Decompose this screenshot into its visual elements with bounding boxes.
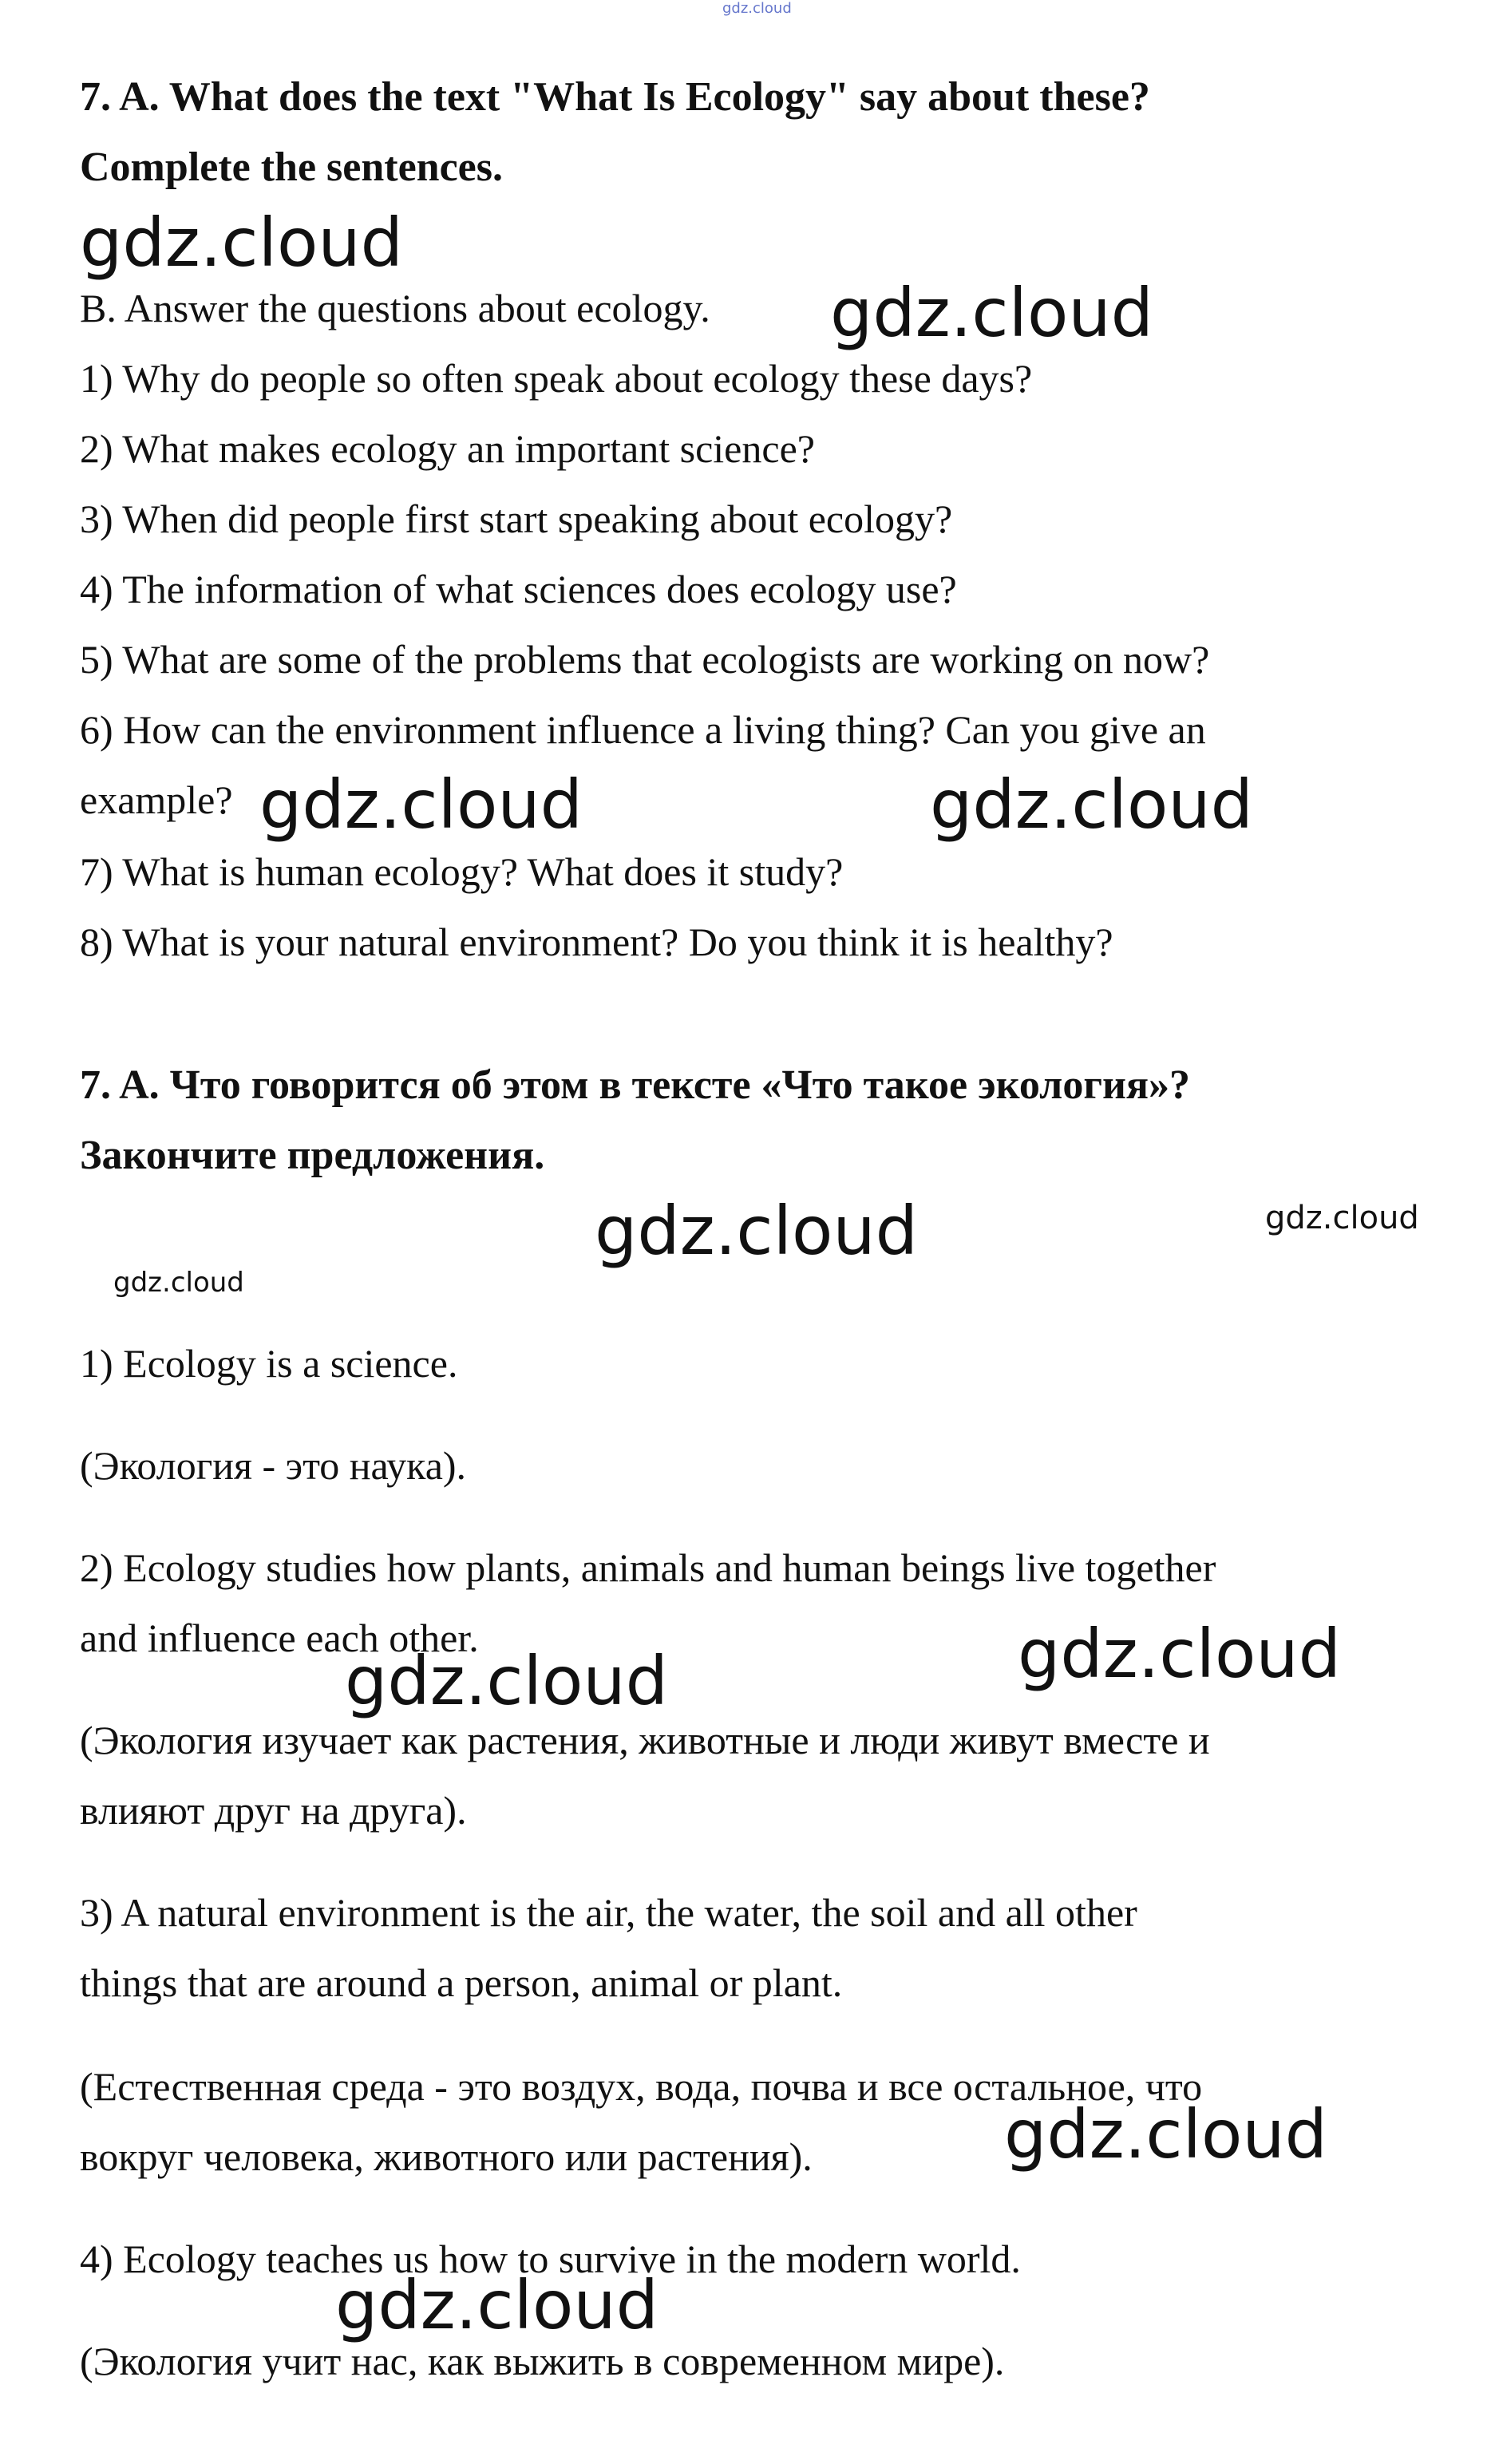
watermark: gdz.cloud [830, 274, 1153, 352]
question-2: 2) What makes ecology an important science? [80, 426, 815, 471]
answer-3-ru-line2: вокруг человека, животного или растения). [80, 2134, 813, 2179]
answer-4-ru: (Экология учит нас, как выжить в современном мире). [80, 2339, 1005, 2383]
watermark: gdz.cloud [113, 1267, 244, 1299]
watermark: gdz.cloud [1265, 1200, 1419, 1236]
watermark: gdz.cloud [930, 765, 1253, 844]
answer-1-en: 1) Ecology is a science. [80, 1341, 458, 1386]
heading-ru-line1: 7. A. Что говорится об этом в тексте «Что такое экология»? [80, 1062, 1191, 1108]
heading-ru-line2: Закончите предложения. [80, 1133, 545, 1178]
question-3: 3) When did people first start speaking about ecology? [80, 496, 953, 541]
question-6-line2: example? [80, 777, 233, 822]
part-b-instruction: B. Answer the questions about ecology. [80, 286, 710, 330]
question-7: 7) What is human ecology? What does it study? [80, 849, 844, 894]
heading-en-line1: 7. A. What does the text "What Is Ecology" say about these? [80, 74, 1150, 120]
answer-3-ru-line1: (Естественная среда - это воздух, вода, почва и все остальное, что [80, 2064, 1203, 2109]
heading-en-line2: Complete the sentences. [80, 144, 503, 190]
answer-2-en-line2: and influence each other. [80, 1616, 479, 1660]
answer-1-ru: (Экология - это наука). [80, 1443, 467, 1488]
watermark: gdz.cloud [595, 1192, 918, 1270]
question-1: 1) Why do people so often speak about ecology these days? [80, 356, 1033, 401]
watermark: gdz.cloud [80, 204, 403, 282]
watermark: gdz.cloud [1004, 2095, 1327, 2173]
question-6-line1: 6) How can the environment influence a living thing? Can you give an [80, 707, 1206, 752]
question-8: 8) What is your natural environment? Do you think it is healthy? [80, 920, 1113, 964]
top-watermark: gdz.cloud [722, 0, 792, 17]
watermark: gdz.cloud [345, 1642, 668, 1720]
answer-2-ru-line2: влияют друг на друга). [80, 1788, 467, 1833]
answer-3-en-line1: 3) A natural environment is the air, the water, the soil and all other [80, 1890, 1137, 1935]
answer-2-ru-line1: (Экология изучает как растения, животные и люди живут вместе и [80, 1718, 1210, 1762]
watermark: gdz.cloud [335, 2266, 658, 2344]
answer-4-en: 4) Ecology teaches us how to survive in the modern world. [80, 2237, 1021, 2281]
question-5: 5) What are some of the problems that ecologists are working on now? [80, 637, 1210, 682]
answer-3-en-line2: things that are around a person, animal or plant. [80, 1960, 843, 2005]
question-4: 4) The information of what sciences does ecology use? [80, 567, 957, 611]
watermark: gdz.cloud [259, 765, 583, 844]
watermark: gdz.cloud [1018, 1615, 1341, 1693]
answer-2-en-line1: 2) Ecology studies how plants, animals and human beings live together [80, 1545, 1216, 1590]
